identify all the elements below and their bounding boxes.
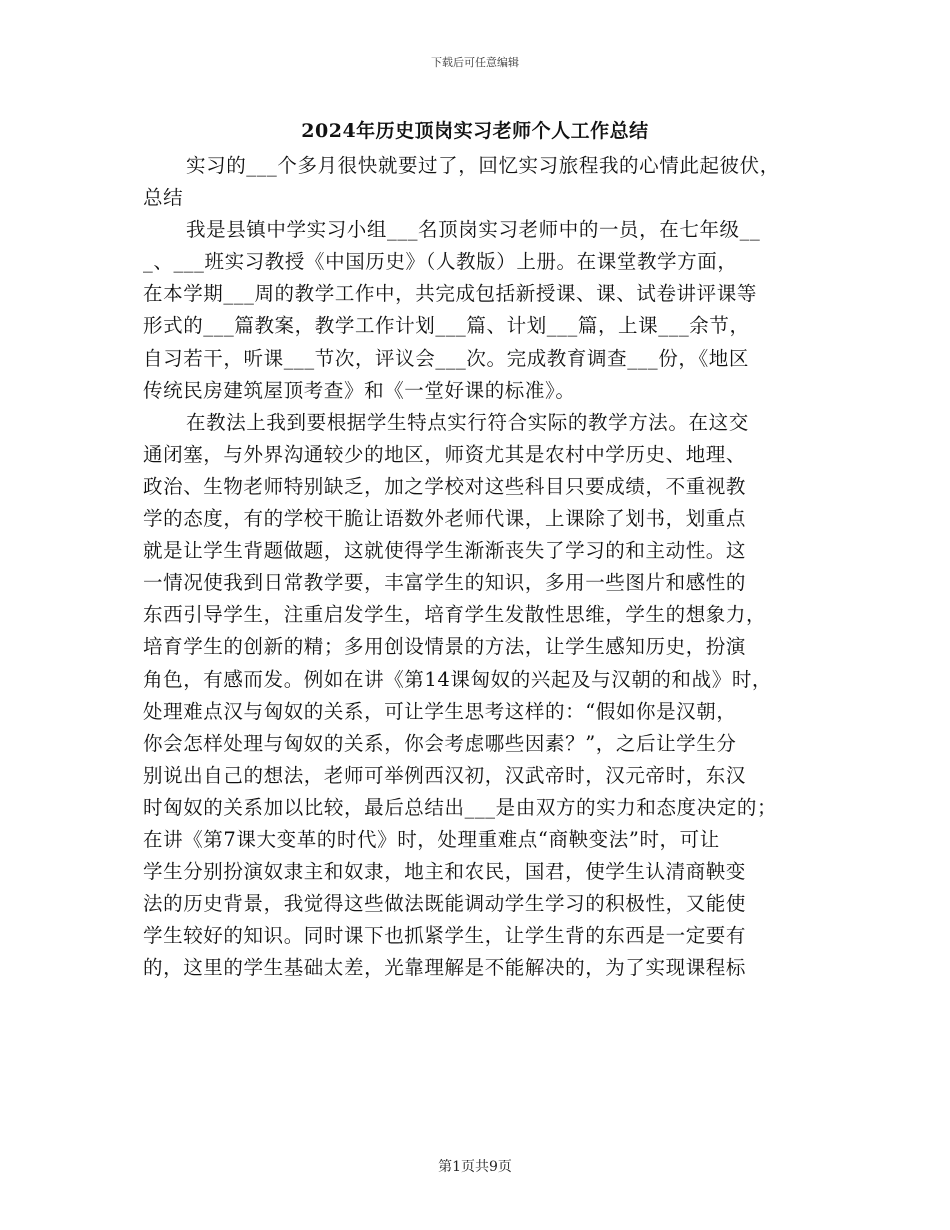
text-line: 学的态度，有的学校干脆让语数外老师代课，上课除了划书，划重点 [143, 507, 747, 531]
text-line: 在教法上我到要根据学生特点实行符合实际的教学方法。在这交 [186, 410, 749, 434]
header-note: 下载后可任意编辑 [431, 56, 519, 69]
text-line: 一情况使我到日常教学要，丰富学生的知识，多用一些图片和感性的 [143, 571, 747, 595]
text-line: 你会怎样处理与匈奴的关系，你会考虑哪些因素？”，之后让学生分 [143, 731, 737, 755]
text-line: 自习若干，听课___节次，评议会___次。完成教育调查___份，《地区 [143, 346, 750, 370]
page-footer: 第1页共9页 [438, 1159, 512, 1175]
text-line: 实习的___个多月很快就要过了，回忆实习旅程我的心情此起彼伏， [186, 154, 780, 177]
text-line: 在讲《第7课大变革的时代》时，处理重难点“商鞅变法”时，可让 [143, 827, 720, 851]
text-line: 政治、生物老师特别缺乏，加之学校对这些科目只要成绩，不重视教 [143, 474, 747, 498]
text-line: 时匈奴的关系加以比较，最后总结出___是由双方的实力和态度决定的； [143, 795, 778, 819]
text-line: 的，这里的学生基础太差，光靠理解是不能解决的，为了实现课程标 [143, 956, 747, 980]
document-title: 2024年历史顶岗实习老师个人工作总结 [301, 120, 649, 142]
body-text [143, 150, 823, 984]
text-line: 我是县镇中学实习小组___名顶岗实习老师中的一员，在七年级__ [186, 218, 761, 242]
text-line: 学生较好的知识。同时课下也抓紧学生，让学生背的东西是一定要有 [143, 924, 747, 948]
text-line: 法的历史背景，我觉得这些做法既能调动学生学习的积极性，又能使 [143, 892, 747, 916]
text-line: 通闭塞，与外界沟通较少的地区，师资尤其是农村中学历史、地理、 [143, 442, 747, 466]
text-line: 总结 [143, 186, 184, 210]
text-line: 形式的___篇教案，教学工作计划___篇、计划___篇，上课___余节， [143, 314, 750, 338]
text-line: 传统民房建筑屋顶考查》和《一堂好课的标准》。 [143, 378, 576, 402]
text-line: 学生分别扮演奴隶主和奴隶，地主和农民，国君，使学生认清商鞅变 [143, 860, 747, 884]
text-line: 角色，有感而发。例如在讲《第14课匈奴的兴起及与汉朝的和战》时， [143, 667, 773, 691]
text-line: _、___班实习教授《中国历史》（人教版）上册。在课堂教学方面， [143, 250, 738, 274]
text-line: 别说出自己的想法，老师可举例西汉初，汉武帝时，汉元帝时，东汉 [143, 763, 747, 787]
text-line: 处理难点汉与匈奴的关系，可让学生思考这样的：“假如你是汉朝， [143, 699, 737, 723]
text-line: 东西引导学生，注重启发学生，培育学生发散性思维，学生的想象力， [143, 603, 767, 627]
text-line: 在本学期___周的教学工作中，共完成包括新授课、课、试卷讲评课等 [143, 282, 757, 306]
text-line: 就是让学生背题做题，这就使得学生渐渐丧失了学习的和主动性。这 [143, 539, 747, 563]
text-line: 培育学生的创新的精；多用创设情景的方法，让学生感知历史，扮演 [143, 635, 747, 659]
